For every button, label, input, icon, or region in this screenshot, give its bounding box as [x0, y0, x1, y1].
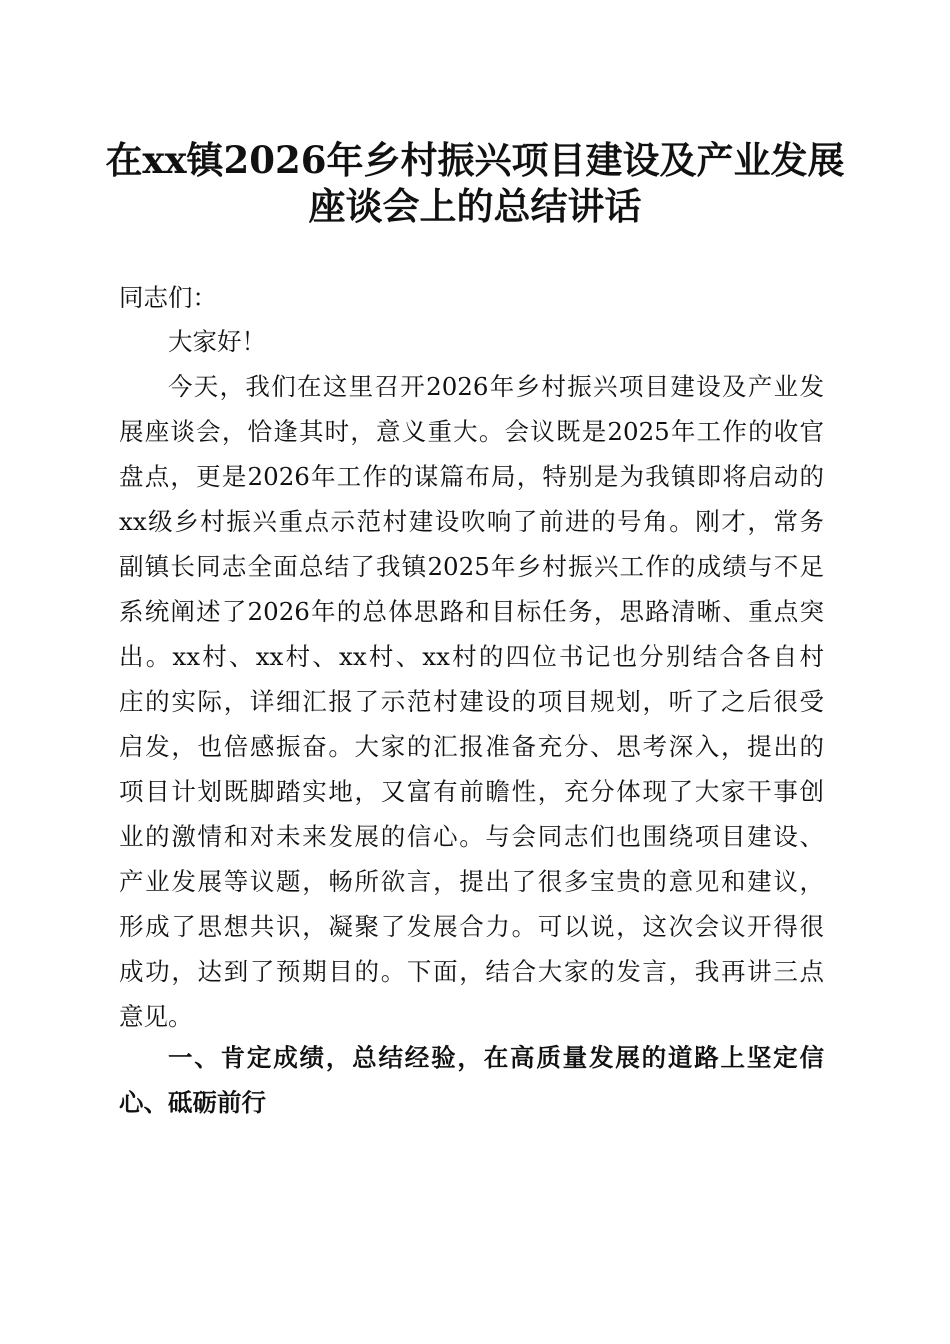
- paragraph-line: 系统阐述了2026年的总体思路和目标任务，思路清晰、重点突: [119, 597, 824, 626]
- paragraph-line: 庄的实际，详细汇报了示范村建设的项目规划，听了之后很受: [119, 687, 824, 716]
- paragraph-line: 意见。: [119, 1002, 193, 1031]
- paragraph-line: 业的激情和对未来发展的信心。与会同志们也围绕项目建设、: [119, 822, 824, 851]
- paragraph-line: 副镇长同志全面总结了我镇2025年乡村振兴工作的成绩与不足: [119, 552, 824, 581]
- document-title-line-1: 在xx镇2026年乡村振兴项目建设及产业发展: [105, 138, 845, 182]
- greeting: 大家好！: [168, 327, 266, 356]
- paragraph-line: 展座谈会，恰逢其时，意义重大。会议既是2025年工作的收官: [119, 417, 824, 446]
- paragraph-line: 启发，也倍感振奋。大家的汇报准备充分、思考深入，提出的: [119, 732, 824, 761]
- paragraph-line: 成功，达到了预期目的。下面，结合大家的发言，我再讲三点: [119, 957, 824, 986]
- paragraph-line: 形成了思想共识，凝聚了发展合力。可以说，这次会议开得很: [119, 912, 824, 941]
- paragraph-line: 出。xx村、xx村、xx村、xx村的四位书记也分别结合各自村: [119, 642, 824, 671]
- document-title-line-2: 座谈会上的总结讲话: [308, 184, 642, 228]
- paragraph-line: 项目计划既脚踏实地，又富有前瞻性，充分体现了大家干事创: [119, 777, 824, 806]
- paragraph-line: 盘点，更是2026年工作的谋篇布局，特别是为我镇即将启动的: [119, 462, 824, 491]
- paragraph-line: xx级乡村振兴重点示范村建设吹响了前进的号角。刚才，常务: [119, 507, 824, 536]
- salutation: 同志们：: [119, 283, 217, 312]
- paragraph-line: 今天，我们在这里召开2026年乡村振兴项目建设及产业发: [168, 372, 824, 401]
- section-heading-line-1: 一、肯定成绩，总结经验，在高质量发展的道路上坚定信: [168, 1043, 824, 1072]
- paragraph-line: 产业发展等议题，畅所欲言，提出了很多宝贵的意见和建议，: [119, 867, 824, 896]
- section-heading-line-2: 心、砥砺前行: [119, 1088, 266, 1117]
